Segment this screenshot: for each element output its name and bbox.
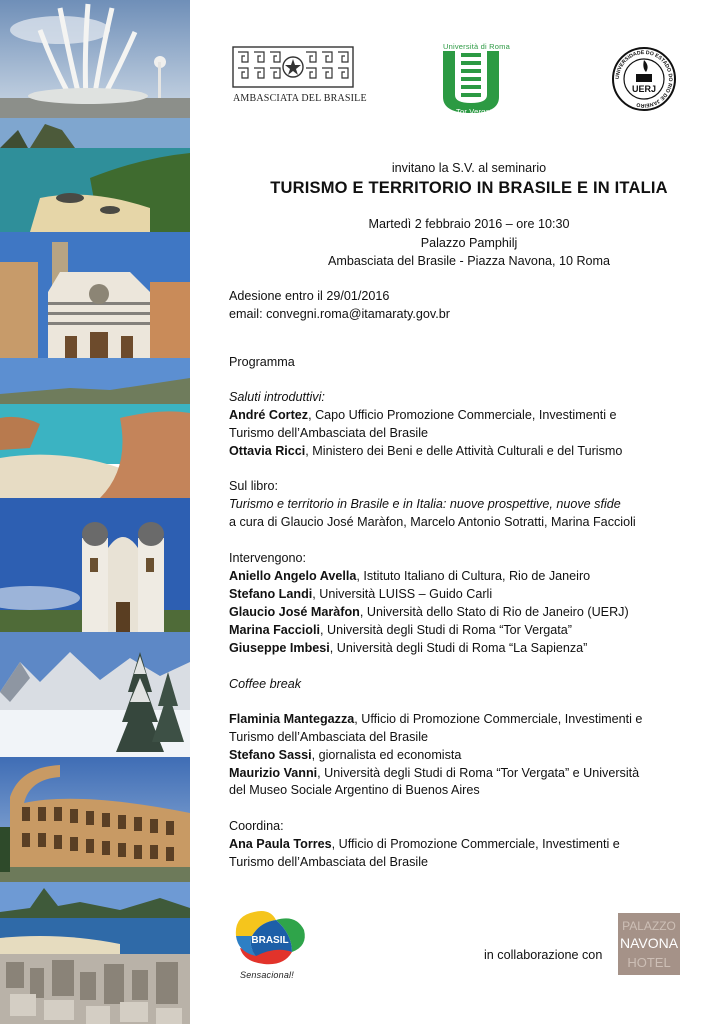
event-venue: Palazzo Pamphilj (420, 236, 518, 250)
seminar-title: TURISMO E TERRITORIO IN BRASILE E IN ITALIA (270, 179, 668, 197)
panel-speaker (229, 711, 642, 729)
speaker-row (229, 640, 587, 658)
photo-sardinia-cove (0, 358, 190, 498)
speaker-name: Glaucio José Maràfon (229, 605, 360, 619)
speaker-role: , Università LUISS – Guido Carli (312, 587, 493, 601)
tor-vergata-top-text: Università di Roma (443, 42, 510, 51)
speaker-row (229, 622, 572, 640)
hotel-line-1: PALAZZO (622, 919, 676, 933)
panel-speaker-cont: Turismo dell’Ambasciata del Brasile (229, 730, 429, 744)
speaker-role: , Università degli Studi di Roma “Tor Vergata” (320, 623, 572, 637)
speaker-row (229, 568, 590, 586)
photo-rio-de-janeiro (0, 882, 190, 1024)
registration-deadline: Adesione entro il 29/01/2016 (229, 289, 390, 303)
book-label: Sul libro: (229, 479, 278, 493)
uerj-center-text: UERJ (631, 84, 657, 94)
speaker-role: , giornalista ed economista (311, 748, 462, 762)
speaker-role: , Istituto Italiano di Cultura, Rio de Janeiro (356, 569, 591, 583)
photo-snowy-mountains (0, 632, 190, 757)
photo-colosseum (0, 757, 190, 882)
book-editors: a cura di Glaucio José Maràfon, Marcelo Antonio Sotratti, Marina Faccioli (229, 515, 636, 529)
event-date: Martedì 2 febbraio 2016 – ore 10:30 (368, 217, 570, 231)
speaker-role: , Ministero dei Beni e delle Attività Culturali e del Turismo (305, 444, 623, 458)
panel-speaker (229, 765, 639, 783)
embassy-logo-caption: AMBASCIATA DEL BRASILE (233, 93, 367, 104)
greetings-label: Saluti introduttivi: (229, 390, 325, 404)
speaker-name: Ana Paula Torres (229, 837, 332, 851)
photo-tropical-beach (0, 118, 190, 232)
book-title: Turismo e territorio in Brasile e in Italia: nuove prospettive, nuove sfide (229, 497, 621, 511)
event-address: Ambasciata del Brasile - Piazza Navona, 10 Roma (327, 254, 611, 268)
speaker-name: Stefano Landi (229, 587, 313, 601)
coffee-break: Coffee break (229, 677, 302, 691)
speaker-row (229, 586, 492, 604)
speaker-role: , Università degli Studi di Roma “La Sapienza” (329, 641, 588, 655)
brasil-label: BRASIL (251, 935, 289, 946)
greeting-speaker (229, 407, 617, 425)
speaker-name: André Cortez (229, 408, 309, 422)
speaker-role: , Università degli Studi di Roma “Tor Vergata” e Università (317, 766, 640, 780)
palazzo-navona-hotel-logo (618, 913, 680, 975)
tor-vergata-bottom-text: Tor Vergata (456, 107, 497, 116)
speaker-name: Giuseppe Imbesi (229, 641, 330, 655)
invite-line: invitano la S.V. al seminario (391, 161, 547, 175)
speaker-role: , Università dello Stato di Rio de Janeiro (UERJ) (359, 605, 629, 619)
moderator-label: Coordina: (229, 819, 284, 833)
panel-speaker-cont: del Museo Sociale Argentino di Buenos Aires (229, 783, 480, 797)
greeting-speaker-cont: Turismo dell’Ambasciata del Brasile (229, 426, 429, 440)
speakers-label: Intervengono: (229, 551, 307, 565)
program-heading: Programma (229, 355, 295, 369)
speaker-role: , Ufficio di Promozione Commerciale, Investimenti e (331, 837, 620, 851)
moderator-cont: Turismo dell’Ambasciata del Brasile (229, 855, 429, 869)
speaker-name: Marina Faccioli (229, 623, 320, 637)
photo-baroque-church (0, 498, 190, 632)
speaker-role: , Ufficio di Promozione Commerciale, Investimenti e (354, 712, 643, 726)
speaker-name: Aniello Angelo Avella (229, 569, 357, 583)
speaker-role: , Capo Ufficio Promozione Commerciale, Investimenti e (308, 408, 617, 422)
photo-brasilia-cathedral (0, 0, 190, 118)
brasil-slogan: Sensacional! (240, 970, 294, 980)
registration-email[interactable]: email: convegni.roma@itamaraty.gov.br (229, 307, 450, 321)
hotel-line-2: NAVONA (619, 935, 679, 951)
moderator (229, 836, 620, 854)
photo-italian-cathedral (0, 232, 190, 358)
collaboration-text: in collaborazione con (484, 948, 603, 962)
brasil-sensacional-logo (230, 906, 310, 968)
speaker-name: Maurizio Vanni (229, 766, 318, 780)
speaker-name: Stefano Sassi (229, 748, 312, 762)
speaker-name: Flaminia Mantegazza (229, 712, 355, 726)
uerj-logo (610, 44, 678, 114)
photo-strip (0, 0, 190, 1024)
greeting-speaker (229, 443, 622, 461)
panel-speaker (229, 747, 461, 765)
speaker-name: Ottavia Ricci (229, 444, 306, 458)
uerj-ring-text: UNIVERSIDADE DO ESTADO DO RIO DE JANEIRO (614, 49, 674, 109)
speaker-row (229, 604, 629, 622)
embassy-logo (232, 44, 354, 90)
hotel-line-3: HOTEL (627, 955, 671, 970)
